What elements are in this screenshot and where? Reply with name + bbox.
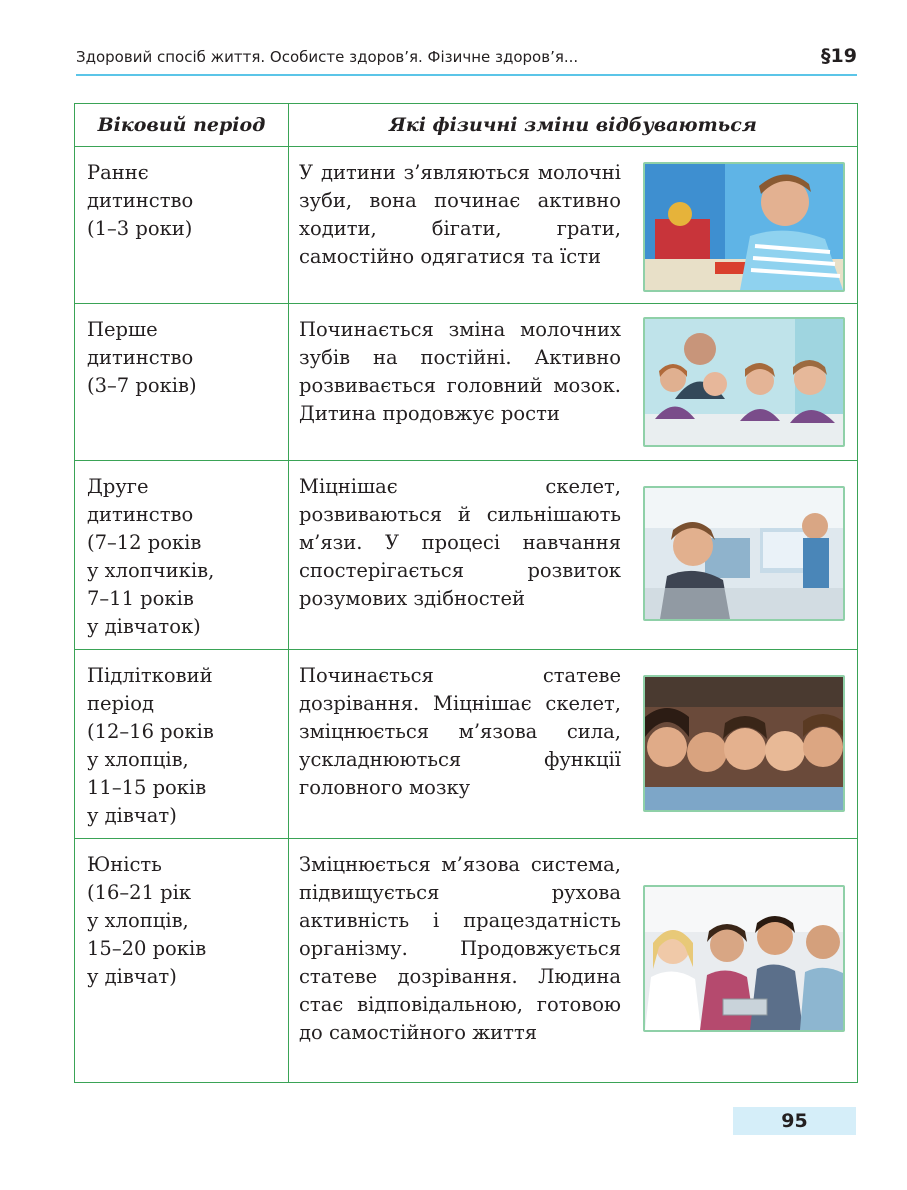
table-row (75, 839, 858, 1083)
teenagers-group-photo (643, 675, 845, 812)
period-line: 7–11 років (87, 587, 194, 610)
header-age-period: Віковий період (75, 104, 289, 147)
header-physical-changes: Які фізичні зміни відбуваються (289, 104, 858, 147)
section-number: §19 (821, 45, 857, 67)
period-line: у хлопців, (87, 909, 189, 932)
period-line: (3–7 років) (87, 374, 197, 397)
period-line: Раннє (87, 161, 149, 184)
change-text: Зміцнюється м’язова система, підвищується рухова активність і працездатність організму. Продовжується статеве дозрівання. Людина стає відповідальною, готовою до самостійного життя (299, 853, 621, 1044)
table-header-row (75, 104, 858, 147)
change-cell (289, 650, 858, 839)
table-row (75, 461, 858, 650)
period-line: у хлопчиків, (87, 559, 215, 582)
running-head (76, 44, 857, 76)
change-cell (289, 839, 858, 1083)
period-cell (75, 650, 289, 839)
page-number: 95 (733, 1107, 856, 1135)
period-line: у дівчат) (87, 804, 177, 827)
period-line: (7–12 років (87, 531, 202, 554)
period-line: (12–16 років (87, 720, 214, 743)
period-line: (16–21 рік (87, 881, 192, 904)
period-line: Перше (87, 318, 158, 341)
computer-class-photo (643, 486, 845, 621)
toddler-playing-photo (643, 162, 845, 292)
table-row (75, 650, 858, 839)
running-title: Здоровий спосіб життя. Особисте здоров’я. Фізичне здоров’я... (76, 48, 579, 66)
period-cell (75, 839, 289, 1083)
period-cell (75, 304, 289, 461)
change-cell (289, 304, 858, 461)
period-line: Друге (87, 475, 149, 498)
period-line: (1–3 роки) (87, 217, 193, 240)
change-text: Міцнішає скелет, розвиваються й сильнішають м’язи. У процесі навчання спостерігається розвиток розумових здібностей (299, 475, 621, 610)
period-line: 11–15 років (87, 776, 207, 799)
period-line: дитинство (87, 503, 194, 526)
period-line: Підлітковий (87, 664, 213, 687)
period-line: дитинство (87, 189, 194, 212)
period-cell (75, 147, 289, 304)
table-row (75, 304, 858, 461)
period-line: у дівчаток) (87, 615, 201, 638)
change-cell (289, 147, 858, 304)
period-line: 15–20 років (87, 937, 207, 960)
table-row (75, 147, 858, 304)
period-line: у хлопців, (87, 748, 189, 771)
change-text: Починається зміна молочних зубів на постійні. Активно розвивається головний мозок. Дитина продовжує рости (299, 318, 621, 425)
period-line: у дівчат) (87, 965, 177, 988)
period-line: дитинство (87, 346, 194, 369)
age-periods-table (74, 103, 858, 1083)
young-people-with-tablet-photo (643, 885, 845, 1032)
children-with-teacher-photo (643, 317, 845, 447)
change-text: У дитини з’являються молочні зуби, вона починає активно ходити, бігати, грати, самостійно одягатися та їсти (299, 161, 621, 268)
period-cell (75, 461, 289, 650)
change-cell (289, 461, 858, 650)
period-line: період (87, 692, 155, 715)
change-text: Починається статеве дозрівання. Міцнішає скелет, зміцнюється м’язова сила, ускладнюються функції головного мозку (299, 664, 621, 799)
period-line: Юність (87, 853, 162, 876)
